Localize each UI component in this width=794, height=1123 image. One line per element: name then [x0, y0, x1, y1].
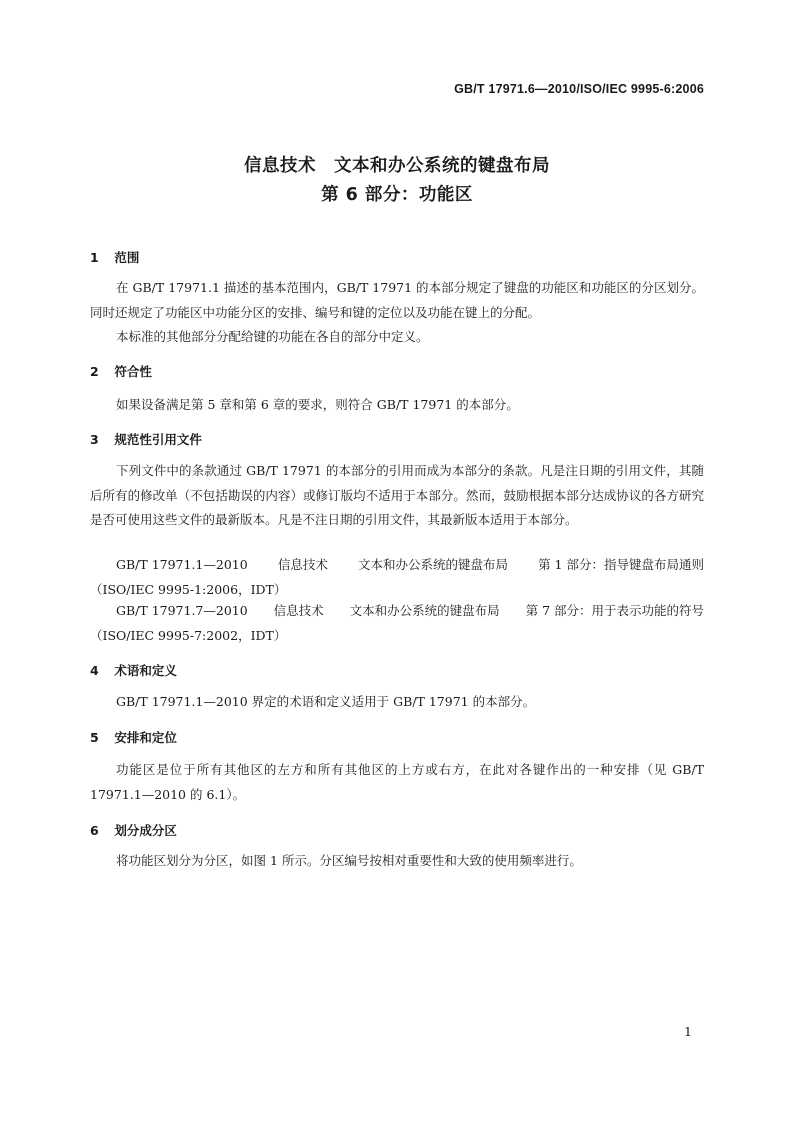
standard-code: GB/T 17971.6—2010/ISO/IEC 9995-6:2006 — [454, 82, 704, 96]
normative-reference — [90, 599, 704, 648]
section-title: 安排和定位 — [114, 730, 177, 745]
reference-part: 第 7 部分：用于表示功能的符号 — [525, 603, 704, 618]
section-title: 范围 — [114, 250, 140, 265]
reference-part: 第 1 部分：指导键盘布局通则 — [538, 557, 704, 572]
section-1-heading — [90, 248, 139, 266]
reference-iso: （ISO/IEC 9995-1:2006，IDT） — [90, 581, 287, 597]
section-1-paragraph-2: 本标准的其他部分分配给键的功能在各自的部分中定义。 — [116, 329, 429, 344]
section-3-paragraph-1: 下列文件中的条款通过 GB/T 17971 的本部分的引用而成为本部分的条款。凡是注日期的引用文件，其随后所有的修改单（不包括勘误的内容）或修订版均不适用于本部分。然而，鼓励根据本部分达成协议的各方研究是否可使用这些文件的最新版本。凡是不注日期的引用文件，其最新版本适用于本部分。 — [90, 463, 704, 527]
section-4-heading — [90, 661, 177, 679]
reference-subject: 文本和办公系统的键盘布局 — [349, 603, 500, 618]
section-5-heading — [90, 728, 177, 746]
reference-code: GB/T 17971.7—2010 — [116, 603, 248, 618]
section-2-heading — [90, 362, 152, 380]
reference-topic: 信息技术 — [277, 557, 328, 572]
section-5-paragraph-1: 功能区是位于所有其他区的左方和所有其他区的上方或右方，在此对各键作出的一种安排（见 GB/T 17971.1—2010 的 6.1）。 — [90, 762, 704, 802]
page-number: 1 — [684, 1024, 692, 1039]
section-3-heading — [90, 430, 202, 448]
reference-topic: 信息技术 — [273, 603, 324, 618]
section-number: 4 — [90, 663, 99, 678]
reference-code: GB/T 17971.1—2010 — [116, 557, 248, 572]
section-title: 划分成分区 — [114, 823, 177, 838]
section-2-paragraph-1: 如果设备满足第 5 章和第 6 章的要求，则符合 GB/T 17971 的本部分。 — [116, 397, 519, 412]
section-6-paragraph-1: 将功能区划分为分区，如图 1 所示。分区编号按相对重要性和大致的使用频率进行。 — [116, 853, 582, 868]
section-number: 6 — [90, 823, 99, 838]
reference-iso: （ISO/IEC 9995-7:2002，IDT） — [90, 627, 287, 643]
section-title: 术语和定义 — [114, 663, 177, 678]
section-title: 符合性 — [114, 364, 152, 379]
section-number: 2 — [90, 364, 99, 379]
section-title: 规范性引用文件 — [114, 432, 202, 447]
section-number: 3 — [90, 432, 99, 447]
normative-reference — [90, 553, 704, 602]
section-6-heading — [90, 821, 177, 839]
document-subtitle: 第 6 部分：功能区 — [321, 185, 473, 205]
section-number: 5 — [90, 730, 99, 745]
reference-subject: 文本和办公系统的键盘布局 — [357, 557, 508, 572]
section-1-paragraph-1: 在 GB/T 17971.1 描述的基本范围内，GB/T 17971 的本部分规定了键盘的功能区和功能区的分区划分。同时还规定了功能区中功能分区的安排、编号和键的定位以及功能在键上的分配。 — [90, 280, 704, 320]
section-number: 1 — [90, 250, 99, 265]
section-4-paragraph-1: GB/T 17971.1—2010 界定的术语和定义适用于 GB/T 17971 的本部分。 — [116, 694, 536, 709]
document-title: 信息技术 文本和办公系统的键盘布局 — [244, 156, 550, 176]
